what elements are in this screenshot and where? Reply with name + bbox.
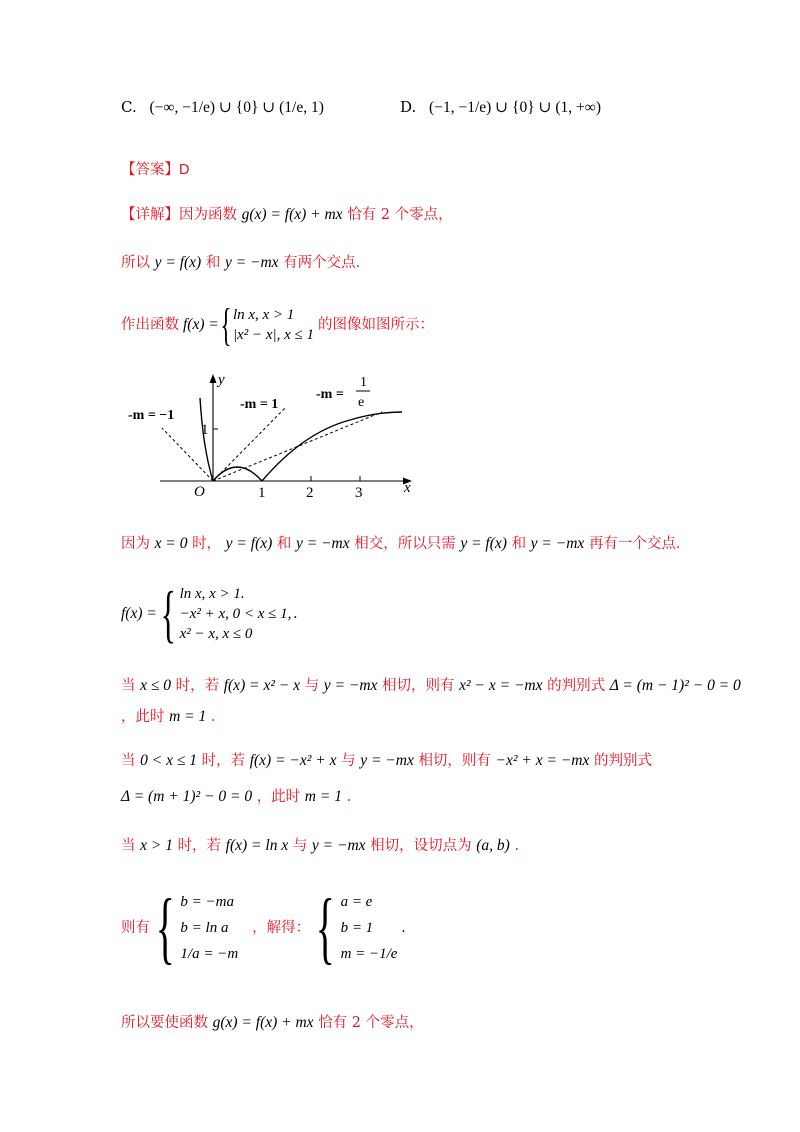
body-line-1 <box>121 534 681 554</box>
text: 和 <box>511 536 527 552</box>
body-line-4 <box>121 836 519 856</box>
system-solution <box>310 884 398 972</box>
formula: (a, b) <box>476 837 510 854</box>
piecewise-brace <box>219 299 315 350</box>
body-line-2 <box>121 676 741 696</box>
brace: { <box>220 299 232 350</box>
formula: y = −mx <box>296 535 350 552</box>
detail-tag: 【详解】 <box>121 207 179 223</box>
text: 则有 <box>121 920 150 936</box>
text: . <box>293 605 298 622</box>
curve-arch <box>213 467 262 481</box>
formula: 0 < x ≤ 1 <box>140 752 197 769</box>
formula: x ≤ 0 <box>140 677 171 694</box>
formula: x² − x = −mx <box>459 677 543 694</box>
text: 当 <box>121 838 136 854</box>
text: 和 <box>276 536 292 552</box>
text: 的判别式 <box>547 678 606 694</box>
text: 再有一个交点. <box>588 536 681 552</box>
label-e-left: -m = <box>316 387 344 402</box>
text: 恰有 2 个零点， <box>318 1015 424 1031</box>
text: . <box>514 838 520 854</box>
text: 时，若 <box>177 838 222 854</box>
text: . <box>346 789 352 805</box>
function-graph <box>120 368 420 513</box>
body-line-2b <box>121 707 215 727</box>
formula: y = −mx <box>224 254 279 271</box>
text: 相切，设切点为 <box>370 838 472 854</box>
row: b = ln a <box>180 920 229 936</box>
piecewise-brace <box>157 578 292 649</box>
piecewise-rows <box>180 584 292 644</box>
text: 的图像如图所示： <box>318 317 435 333</box>
body-line-3b <box>121 787 351 807</box>
answer-value: D <box>179 162 190 178</box>
text: 所以 <box>121 255 150 271</box>
text: 作出函数 <box>121 317 179 333</box>
piecewise-rows <box>233 305 314 345</box>
system-equations <box>150 884 239 972</box>
row: b = 1 <box>340 920 374 936</box>
text: 和 <box>205 255 221 271</box>
formula: f(x) = −x² + x <box>249 752 337 769</box>
brace: { <box>155 884 175 972</box>
curve-left <box>200 398 213 481</box>
formula: y = −mx <box>360 752 414 769</box>
option-c-expr: (−∞, −1/e) ∪ {0} ∪ (1/e, 1) <box>149 99 324 116</box>
label-e-den: e <box>358 395 365 410</box>
option-c-label: C. <box>121 98 137 116</box>
solution-rows <box>341 889 398 967</box>
brace: { <box>315 884 335 972</box>
text: 时， <box>192 536 222 552</box>
text: 时，若 <box>201 753 246 769</box>
curve-ln <box>262 412 402 481</box>
row: ln x, x > 1 <box>232 307 295 323</box>
formula: m = 1 <box>169 708 207 725</box>
text: 因为 <box>121 536 150 552</box>
text: 相切，则有 <box>382 678 455 694</box>
formula: x = 0 <box>154 535 188 552</box>
text: 当 <box>121 678 136 694</box>
text: 所以要使函数 <box>121 1015 208 1031</box>
y-tick-label: 1 <box>201 422 209 438</box>
label-neg1: -m = −1 <box>128 408 175 423</box>
option-d <box>400 98 601 117</box>
row: −x² + x, 0 < x ≤ 1, <box>179 606 292 622</box>
detail-line-2 <box>121 253 360 273</box>
formula: f(x) = <box>183 316 219 333</box>
label-e-num: 1 <box>360 375 367 390</box>
formula-g: g(x) = f(x) + mx <box>241 206 343 223</box>
x-tick-label-2: 2 <box>306 485 314 501</box>
text: 有两个交点. <box>283 255 361 271</box>
body-line-6 <box>121 1013 424 1033</box>
formula: y = f(x) <box>460 535 507 552</box>
formula: y = −mx <box>323 677 378 694</box>
formula: y = −mx <box>311 837 366 854</box>
text: 因为函数 <box>179 207 237 223</box>
text: 恰有 2 个零点， <box>347 207 453 223</box>
formula: Δ = (m + 1)² − 0 = 0 <box>121 788 253 805</box>
detail-line-1 <box>121 205 453 225</box>
option-d-label: D. <box>400 98 417 116</box>
y-axis-arrow <box>210 374 217 383</box>
y-axis-label: y <box>218 372 225 388</box>
option-d-expr: (−1, −1/e) ∪ {0} ∪ (1, +∞) <box>429 99 602 116</box>
answer-line <box>121 160 189 180</box>
row: x² − x, x ≤ 0 <box>179 626 253 642</box>
text: 的判别式 <box>593 753 652 769</box>
brace: { <box>160 578 176 649</box>
x-tick-label-3: 3 <box>355 485 363 501</box>
text: . <box>210 709 216 725</box>
formula: Δ = (m − 1)² − 0 = 0 <box>609 677 741 694</box>
x-axis-label: x <box>404 480 411 496</box>
formula: m = 1 <box>304 788 342 805</box>
text: 相切，则有 <box>418 753 491 769</box>
formula: y = f(x) <box>154 254 202 271</box>
row: ln x, x > 1. <box>179 586 245 602</box>
formula: g(x) = f(x) + mx <box>212 1014 314 1031</box>
row: b = −ma <box>180 894 234 910</box>
body-line-5 <box>121 884 406 972</box>
detail-line-3 <box>121 299 435 350</box>
row: 1/a = −m <box>180 946 239 962</box>
formula: y = −mx <box>530 535 585 552</box>
text: 与 <box>304 678 320 694</box>
answer-tag: 【答案】 <box>121 162 179 178</box>
text: 时，若 <box>175 678 220 694</box>
body-line-3 <box>121 751 652 771</box>
formula: x > 1 <box>140 837 173 854</box>
text: ，此时 <box>121 709 165 725</box>
text: 与 <box>292 838 308 854</box>
option-c <box>121 98 324 117</box>
text: 相交，所以只需 <box>354 536 456 552</box>
row: |x² − x|, x ≤ 1 <box>232 327 315 343</box>
text: ，解得： <box>252 920 311 936</box>
text: 当 <box>121 753 136 769</box>
origin-label: O <box>194 484 205 500</box>
text: . <box>401 919 406 936</box>
text: ，此时 <box>256 789 301 805</box>
row: m = −1/e <box>340 946 398 962</box>
system-rows <box>180 889 238 967</box>
text: 与 <box>341 753 356 769</box>
formula: y = f(x) <box>225 535 273 552</box>
piecewise-definition <box>121 578 298 649</box>
formula: f(x) = x² − x <box>223 677 301 694</box>
formula: f(x) = ln x <box>225 837 289 854</box>
label-1: -m = 1 <box>240 397 279 412</box>
formula: −x² + x = −mx <box>495 752 590 769</box>
x-tick-label-1: 1 <box>258 485 266 501</box>
row: a = e <box>340 894 373 910</box>
formula: f(x) = <box>121 605 157 622</box>
